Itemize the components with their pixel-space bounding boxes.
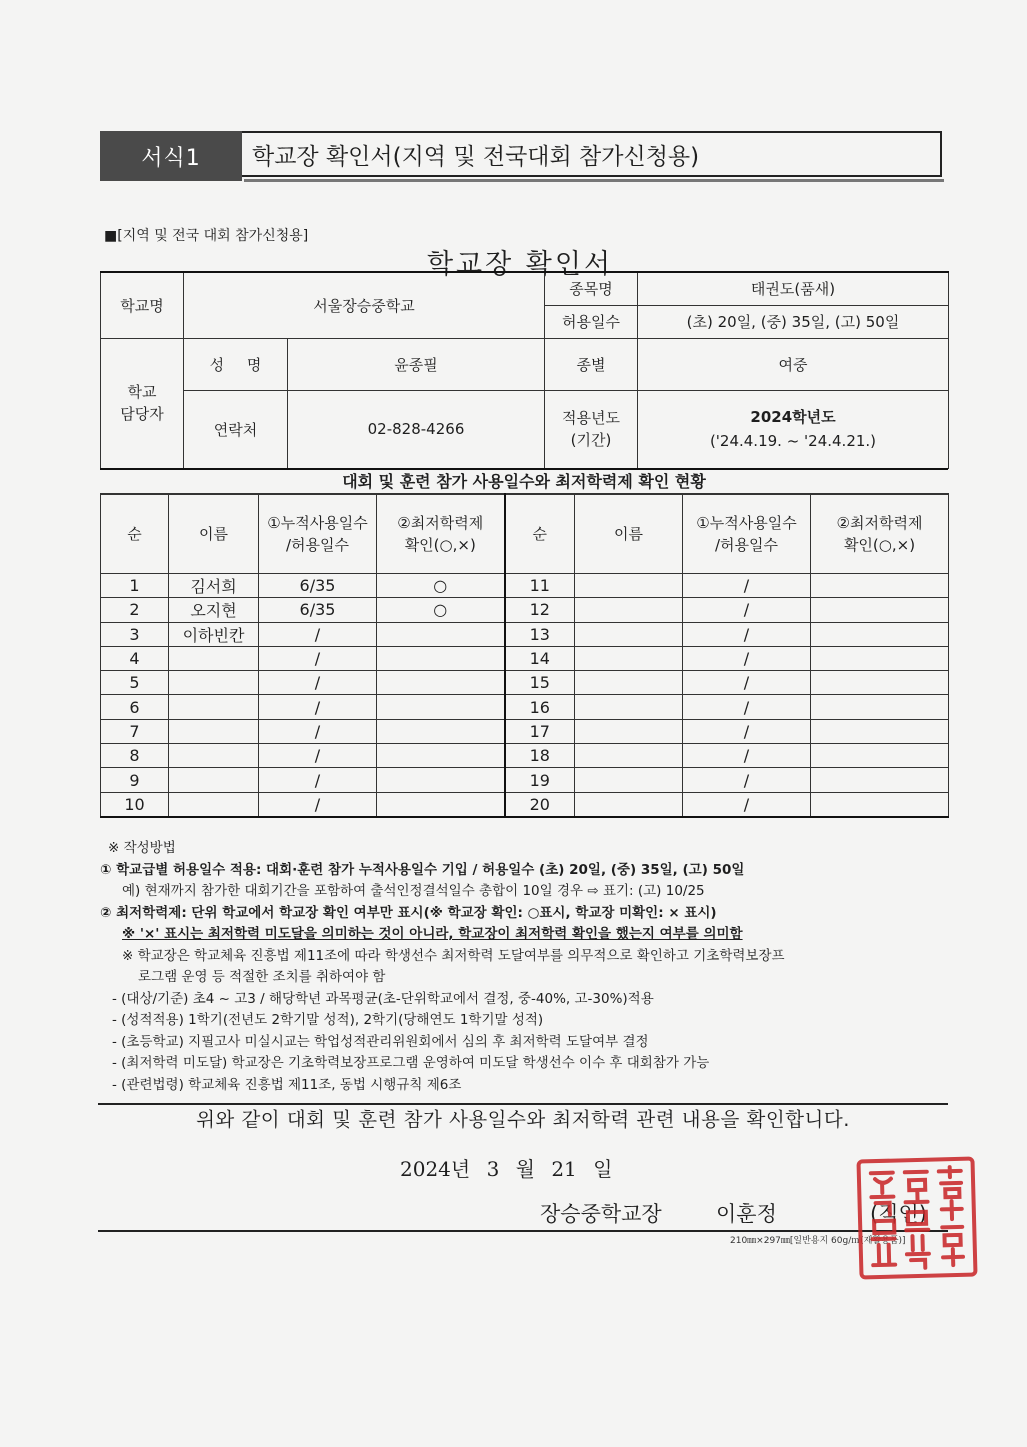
note-detail-grades: - (성적적용) 1학기(전년도 2학기말 성적), 2학기(당해연도 1학기말 성적) bbox=[112, 1012, 544, 1028]
table-row bbox=[101, 768, 949, 792]
period-label-line1: 적용년도 bbox=[562, 409, 620, 427]
period-label-line2: (기간) bbox=[570, 431, 612, 449]
col-no-right: 순 bbox=[505, 494, 575, 574]
row-check bbox=[377, 719, 505, 743]
row-no: 10 bbox=[101, 792, 169, 817]
note-detail-unmet: - (최저학력 미도달) 학교장은 기초학력보장프로그램 운영하여 미도달 학생선수 이수 후 대회참가 가능 bbox=[112, 1055, 710, 1071]
row-name bbox=[169, 646, 259, 670]
col-check-l2: 확인(○,×) bbox=[404, 535, 476, 554]
row-name-right bbox=[575, 671, 683, 695]
title-shadow bbox=[244, 179, 944, 182]
roster-table bbox=[100, 493, 949, 818]
sport-label: 종목명 bbox=[545, 272, 638, 305]
row-days: / bbox=[259, 768, 377, 792]
row-days: / bbox=[259, 695, 377, 719]
row-check bbox=[377, 792, 505, 817]
issue-date: 2024년 3 월 21 일 bbox=[400, 1157, 613, 1181]
row-name bbox=[169, 792, 259, 817]
col-check-right-l1: ②최저학력제 bbox=[836, 513, 923, 532]
row-check-right bbox=[811, 792, 949, 817]
row-no-right: 17 bbox=[505, 719, 575, 743]
col-days-l1: ①누적사용일수 bbox=[267, 513, 368, 532]
section-label: ■[지역 및 전국 대회 참가신청용] bbox=[104, 228, 309, 244]
row-check: ○ bbox=[377, 574, 505, 598]
row-days-right: / bbox=[683, 719, 811, 743]
person-name-value: 윤종필 bbox=[288, 338, 545, 390]
row-days-right: / bbox=[683, 768, 811, 792]
form-title: 학교장 확인서(지역 및 전국대회 참가신청용) bbox=[242, 131, 942, 177]
row-no-right: 11 bbox=[505, 574, 575, 598]
official-seal-mark: (직인) bbox=[870, 1202, 927, 1226]
row-name-right bbox=[575, 768, 683, 792]
category-label: 종별 bbox=[545, 338, 638, 390]
row-days-right: / bbox=[683, 671, 811, 695]
row-no-right: 19 bbox=[505, 768, 575, 792]
row-name-right bbox=[575, 744, 683, 768]
col-days-right-l1: ①누적사용일수 bbox=[696, 513, 797, 532]
col-no: 순 bbox=[101, 494, 169, 574]
row-name-right bbox=[575, 695, 683, 719]
row-check-right bbox=[811, 646, 949, 670]
table-row bbox=[101, 744, 949, 768]
allowed-days-value: (초) 20일, (중) 35일, (고) 50일 bbox=[638, 305, 949, 338]
note-detail-elementary: - (초등학교) 지필고사 미실시교는 학업성적관리위원회에서 심의 후 최저학력 도달여부 결정 bbox=[112, 1033, 649, 1050]
row-no: 7 bbox=[101, 719, 169, 743]
row-no: 1 bbox=[101, 574, 169, 598]
school-name-value: 서울장승중학교 bbox=[184, 272, 545, 338]
note-x-meaning: ※ '×' 표시는 최저학력 미도달을 의미하는 것이 아니라, 학교장이 최저학력 확인을 했는지 여부를 의미함 bbox=[122, 926, 743, 942]
confirmation-statement: 위와 같이 대회 및 훈련 참가 사용일수와 최저학력 관련 내용을 확인합니다. bbox=[196, 1108, 850, 1131]
col-days-l2: /허용일수 bbox=[285, 535, 349, 554]
row-check bbox=[377, 646, 505, 670]
notes-heading: ※ 작성방법 bbox=[108, 840, 176, 856]
form-number-tag: 서식1 bbox=[100, 131, 242, 181]
row-no-right: 20 bbox=[505, 792, 575, 817]
phone-value: 02-828-4266 bbox=[288, 390, 545, 468]
period-value bbox=[638, 390, 949, 468]
person-name-label: 성 명 bbox=[184, 338, 288, 390]
row-check bbox=[377, 744, 505, 768]
row-days-right: / bbox=[683, 622, 811, 646]
instructions bbox=[100, 838, 960, 1096]
row-days: / bbox=[259, 671, 377, 695]
row-no: 9 bbox=[101, 768, 169, 792]
row-name-right bbox=[575, 646, 683, 670]
row-no: 6 bbox=[101, 695, 169, 719]
note-minimum-academic: ② 최저학력제: 단위 학교에서 학교장 확인 여부만 표시(※ 학교장 확인: ○표시, 학교장 미확인: × 표시) bbox=[100, 904, 717, 921]
period-range: ('24.4.19. ~ '24.4.21.) bbox=[709, 432, 877, 450]
note-principal-duty-2: 로그램 운영 등 적절한 조치를 취하여야 함 bbox=[138, 969, 386, 985]
row-days: / bbox=[259, 719, 377, 743]
signer-title: 장승중학교장 bbox=[540, 1202, 662, 1226]
phone-label: 연락처 bbox=[184, 390, 288, 468]
row-check-right bbox=[811, 574, 949, 598]
row-name bbox=[169, 695, 259, 719]
sport-value: 태권도(품새) bbox=[638, 272, 949, 305]
row-days-right: / bbox=[683, 598, 811, 622]
row-check-right bbox=[811, 695, 949, 719]
row-no-right: 13 bbox=[505, 622, 575, 646]
row-name-right bbox=[575, 574, 683, 598]
document-title: 학교장 확인서 bbox=[426, 249, 614, 280]
table-row bbox=[101, 646, 949, 670]
row-days-right: / bbox=[683, 792, 811, 817]
row-name: 오지현 bbox=[169, 598, 259, 622]
allowed-days-label: 허용일수 bbox=[545, 305, 638, 338]
table-row bbox=[101, 719, 949, 743]
school-name-label: 학교명 bbox=[101, 272, 184, 338]
col-check-l1: ②최저학력제 bbox=[397, 513, 484, 532]
official-seal-stamp bbox=[856, 1156, 977, 1279]
row-name-right bbox=[575, 719, 683, 743]
col-check-right-l2: 확인(○,×) bbox=[843, 535, 916, 554]
row-days: 6/35 bbox=[259, 574, 377, 598]
note-principal-duty-1: ※ 학교장은 학교체육 진흥법 제11조에 따라 학생선수 최저학력 도달여부를 의무적으로 확인하고 기초학력보장프 bbox=[122, 947, 785, 964]
row-check bbox=[377, 768, 505, 792]
row-no: 8 bbox=[101, 744, 169, 768]
col-days bbox=[259, 494, 377, 574]
note-allowed-days-example: 예) 현재까지 참가한 대회기간을 포함하여 출석인정결석일수 총합이 10일 경우 ⇨ 표기: (고) 10/25 bbox=[122, 883, 705, 899]
row-check: ○ bbox=[377, 598, 505, 622]
table-row bbox=[101, 574, 949, 598]
table-row bbox=[101, 671, 949, 695]
row-days: / bbox=[259, 744, 377, 768]
school-info-table bbox=[100, 271, 949, 469]
row-days-right: / bbox=[683, 744, 811, 768]
row-no: 3 bbox=[101, 622, 169, 646]
row-name-right bbox=[575, 622, 683, 646]
col-check-right bbox=[811, 494, 949, 574]
row-check-right bbox=[811, 744, 949, 768]
row-days-right: / bbox=[683, 695, 811, 719]
row-name: 김서희 bbox=[169, 574, 259, 598]
row-days-right: / bbox=[683, 646, 811, 670]
row-check-right bbox=[811, 768, 949, 792]
table-row bbox=[101, 792, 949, 817]
note-detail-law: - (관련법령) 학교체육 진흥법 제11조, 동법 시행규칙 제6조 bbox=[112, 1076, 462, 1093]
row-name bbox=[169, 744, 259, 768]
row-no: 5 bbox=[101, 671, 169, 695]
bottom-rule bbox=[98, 1230, 948, 1232]
row-name bbox=[169, 671, 259, 695]
row-days: / bbox=[259, 622, 377, 646]
row-check bbox=[377, 695, 505, 719]
row-days-right: / bbox=[683, 574, 811, 598]
row-no: 4 bbox=[101, 646, 169, 670]
status-section-title: 대회 및 훈련 참가 사용일수와 최저학력제 확인 현황 bbox=[100, 468, 948, 495]
col-name: 이름 bbox=[169, 494, 259, 574]
row-no: 2 bbox=[101, 598, 169, 622]
category-value: 여중 bbox=[638, 338, 949, 390]
signer-name: 이훈정 bbox=[716, 1202, 777, 1226]
table-row bbox=[101, 598, 949, 622]
row-no-right: 14 bbox=[505, 646, 575, 670]
row-name bbox=[169, 768, 259, 792]
school-contact-label: 학교 담당자 bbox=[101, 338, 184, 468]
row-days: 6/35 bbox=[259, 598, 377, 622]
note-detail-target: - (대상/기준) 초4 ~ 고3 / 해당학년 과목평균(초-단위학교에서 결정, 중-40%, 고-30%)적용 bbox=[112, 990, 654, 1007]
seal-graphic bbox=[861, 1161, 974, 1276]
row-check-right bbox=[811, 719, 949, 743]
period-year: 2024학년도 bbox=[750, 408, 836, 426]
row-name-right bbox=[575, 792, 683, 817]
col-days-right bbox=[683, 494, 811, 574]
row-days: / bbox=[259, 646, 377, 670]
row-check-right bbox=[811, 671, 949, 695]
row-name-right bbox=[575, 598, 683, 622]
table-row bbox=[101, 622, 949, 646]
note-allowed-days: ① 학교급별 허용일수 적용: 대회·훈련 참가 누적사용일수 기입 / 허용일수 (초) 20일, (중) 35일, (고) 50일 bbox=[100, 861, 745, 878]
row-check-right bbox=[811, 622, 949, 646]
row-check bbox=[377, 671, 505, 695]
row-no-right: 15 bbox=[505, 671, 575, 695]
row-no-right: 12 bbox=[505, 598, 575, 622]
row-check bbox=[377, 622, 505, 646]
row-name bbox=[169, 719, 259, 743]
row-no-right: 16 bbox=[505, 695, 575, 719]
row-days: / bbox=[259, 792, 377, 817]
period-label bbox=[545, 390, 638, 468]
row-check-right bbox=[811, 598, 949, 622]
table-row bbox=[101, 695, 949, 719]
col-check bbox=[377, 494, 505, 574]
row-name: 이하빈칸 bbox=[169, 622, 259, 646]
paper-spec: 210㎜×297㎜[일반용지 60g/㎡(재활용품)] bbox=[730, 1236, 906, 1246]
col-name-right: 이름 bbox=[575, 494, 683, 574]
col-days-right-l2: /허용일수 bbox=[714, 535, 778, 554]
row-no-right: 18 bbox=[505, 744, 575, 768]
